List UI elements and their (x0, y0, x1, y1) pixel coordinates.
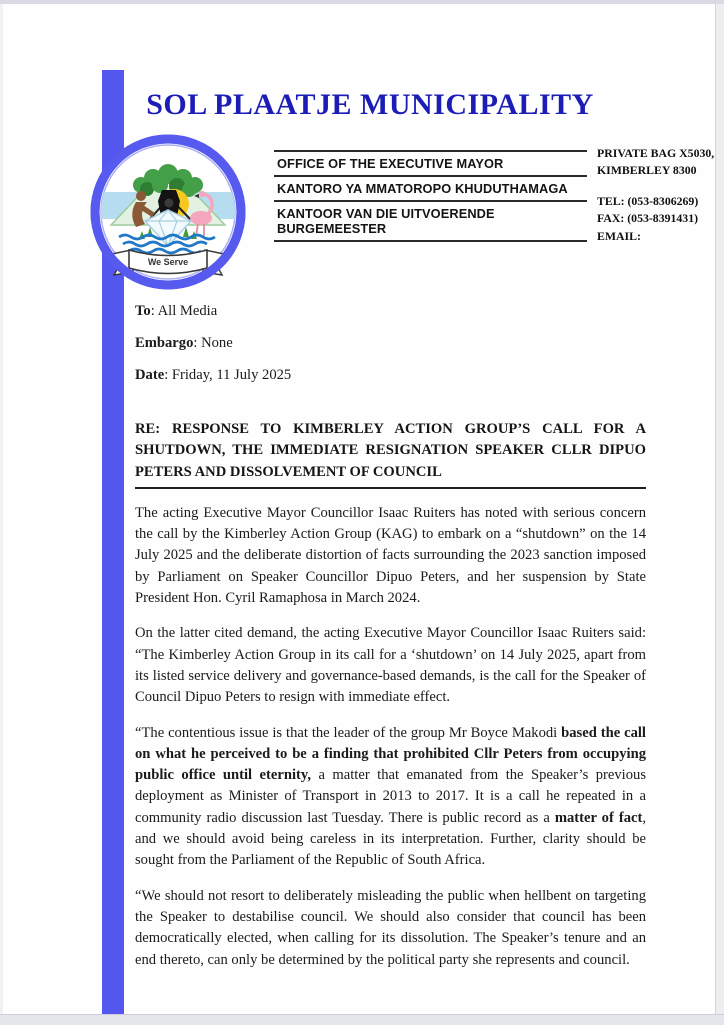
paragraph-3-bold-fact: matter of fact (554, 809, 643, 826)
office-line-tswana: KANTORO YA MMATOROPO KHUDUTHAMAGA (274, 175, 587, 200)
address-line-2: KIMBERLEY 8300 (597, 163, 697, 177)
paragraph-4: “We should not resort to deliberately misleading the public when hellbent on targeting the Speaker to destabilise council. We should also consider that council has been democratically elected, when calling for its dissolution. The Speaker’s tenure and an end thereto, can only be determined by the political party she represents and council. (135, 887, 646, 968)
subject-heading: RE: RESPONSE TO KIMBERLEY ACTION GROUP’S CALL FOR A SHUTDOWN, THE IMMEDIATE RESIGNATION SPEAKER CLLR DIPUO PETERS AND DISSOLVEMENT OF COUNCIL (135, 419, 646, 489)
municipality-title: SOL PLAATJE MUNICIPALITY (146, 88, 594, 121)
to-value: : All Media (150, 303, 218, 319)
contact-block (597, 145, 719, 245)
office-line-afrikaans: KANTOOR VAN DIE UITVOERENDE BURGEMEESTER (274, 200, 587, 240)
address-line-1: PRIVATE BAG X5030, (597, 146, 715, 160)
fax-line: FAX: (053-8391431) (597, 211, 699, 225)
paragraph-2: On the latter cited demand, the acting Executive Mayor Councillor Isaac Ruiters said: “The Kimberley Action Group in its call for a ‘shutdown’ on 14 July 2025, apart from its listed service delivery and governance-based demands, is the call for the Speaker of Council Dipuo Peters to resign with immediate effect. (135, 625, 646, 706)
date-value: : Friday, 11 July 2025 (164, 367, 292, 383)
date-label: Date (135, 367, 165, 383)
paragraph-3-bold-claim: based the call on what he perceived to be a finding that prohibited Cllr Peters from occupying public office until eternity, (135, 724, 646, 784)
paragraph-3 (135, 723, 646, 872)
letter-content (135, 303, 646, 971)
to-label: To (135, 303, 151, 319)
municipal-seal-logo (89, 133, 247, 291)
embargo-value: : None (193, 335, 233, 351)
paragraph-3-text: “The contentious issue is that the leader of the group Mr Boyce Makodi (135, 724, 562, 741)
embargo-row (135, 335, 646, 351)
photo-bottom-edge (0, 1014, 724, 1025)
photo-top-edge (0, 0, 724, 4)
paragraph-1: The acting Executive Mayor Councillor Isaac Ruiters has noted with serious concern the call by the Kimberley Action Group (KAG) to embark on a “shutdown” on the 14 July 2025 and the deliberate distortion of facts surrounding the 2023 sanction imposed by Parliament on Speaker Councillor Dipuo Peters, and her suspension by State President Hon. Cyril Ramaphosa in March 2024. (135, 504, 646, 607)
embargo-label: Embargo (135, 335, 194, 351)
date-row (135, 367, 646, 383)
paragraph-3-text: a matter that emanated from the Speaker’s previous deployment as Minister of Transport in 2013 to 2017. It is a call he repeated in a community radio discussion last Tuesday. There is public record as a (135, 767, 646, 826)
email-line: EMAIL: (597, 229, 641, 243)
paragraph-3-text: , and we should avoid being careless in its interpretation. Further, clarity should be sought from the Parliament of the Republic of South Africa. (135, 809, 646, 869)
motto-text: We Serve (147, 257, 189, 267)
photo-left-edge (0, 4, 3, 1014)
to-row (135, 303, 646, 319)
office-designation-block (274, 150, 587, 242)
tel-line: TEL: (053-8306269) (597, 194, 699, 208)
office-line-en: OFFICE OF THE EXECUTIVE MAYOR (274, 150, 587, 175)
